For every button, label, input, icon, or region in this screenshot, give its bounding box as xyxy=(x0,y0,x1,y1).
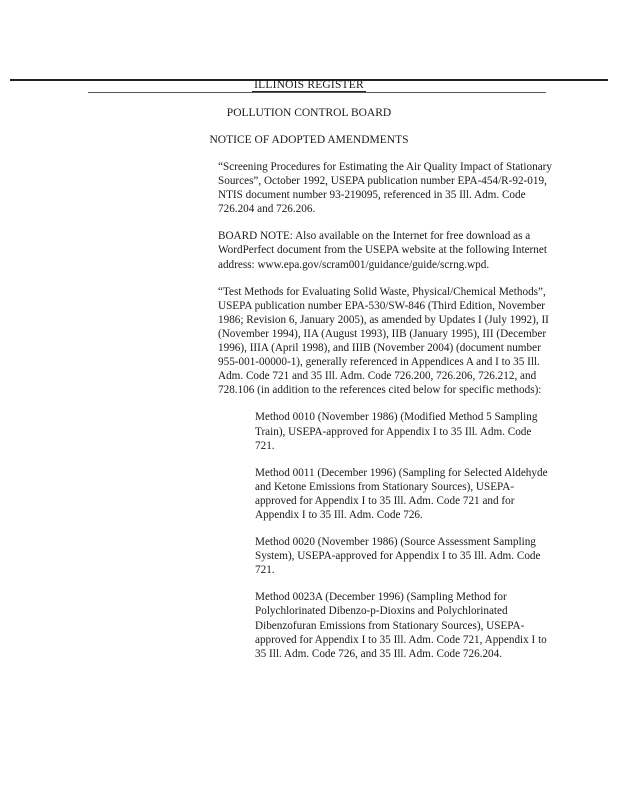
method-0023a: Method 0023A (December 1996) (Sampling Method for Polychlorinated Dibenzo-p-Dioxins and Polychlorinated Dibenzofuran Emissions from Stationary Sources), USEPA-approved for Appendix I to 35 Ill. Adm. Code 721, Appendix I to 35 Ill. Adm. Code 726, and 35 Ill. Adm. Code 726.204. xyxy=(255,591,547,660)
method-0010: Method 0010 (November 1986) (Modified Method 5 Sampling Train), USEPA-approved for Appendix I to 35 Ill. Adm. Code 721. xyxy=(255,411,538,452)
notice-heading: NOTICE OF ADOPTED AMENDMENTS xyxy=(209,134,409,146)
paragraph-screening-procedures: “Screening Procedures for Estimating the Air Quality Impact of Stationary Sources”, October 1992, USEPA publication number EPA-454/R-92-019, NTIS document number 93-219095, referenced in 35 Ill. Adm. Code 726.204 and 726.206. xyxy=(218,161,552,216)
board-name: POLLUTION CONTROL BOARD xyxy=(226,107,392,119)
method-0011: Method 0011 (December 1996) (Sampling for Selected Aldehyde and Ketone Emissions from Stationary Sources), USEPA-approved for Appendix I to 35 Ill. Adm. Code 721 and for Appendix I to 35 Ill. Adm. Code 726. xyxy=(255,466,548,521)
method-0020: Method 0020 (November 1986) (Source Assessment Sampling System), USEPA-approved for Appendix I to 35 Ill. Adm. Code 721. xyxy=(255,536,541,577)
paragraph-test-methods: “Test Methods for Evaluating Solid Waste, Physical/Chemical Methods”, USEPA publication number EPA-530/SW-846 (Third Edition, November 1986; Revision 6, January 2005), as amended by Updates I (July 1992), II (November 1994), IIA (August 1993), IIB (January 1995), III (December 1996), IIIA (April 1998), and IIIB (November 2004) (document number 955-001-00000-1), generally referenced in Appendices A and I to 35 Ill. Adm. Code 721 and 35 Ill. Adm. Code 726.200, 726.206, 726.212, and 728.106 (in addition to the references cited below for specific methods): xyxy=(218,285,549,397)
register-title-text: ILLINOIS REGISTER xyxy=(254,79,364,91)
paragraph-board-note: BOARD NOTE: Also available on the Internet for free download as a WordPerfect document from the USEPA website at the following Internet address: www.epa.gov/scram001/guidance/guide/scrng.wpd. xyxy=(218,230,547,271)
methods-list xyxy=(255,410,553,660)
header-thin-rule xyxy=(88,92,546,93)
document-body xyxy=(218,160,553,674)
register-title xyxy=(0,78,618,92)
